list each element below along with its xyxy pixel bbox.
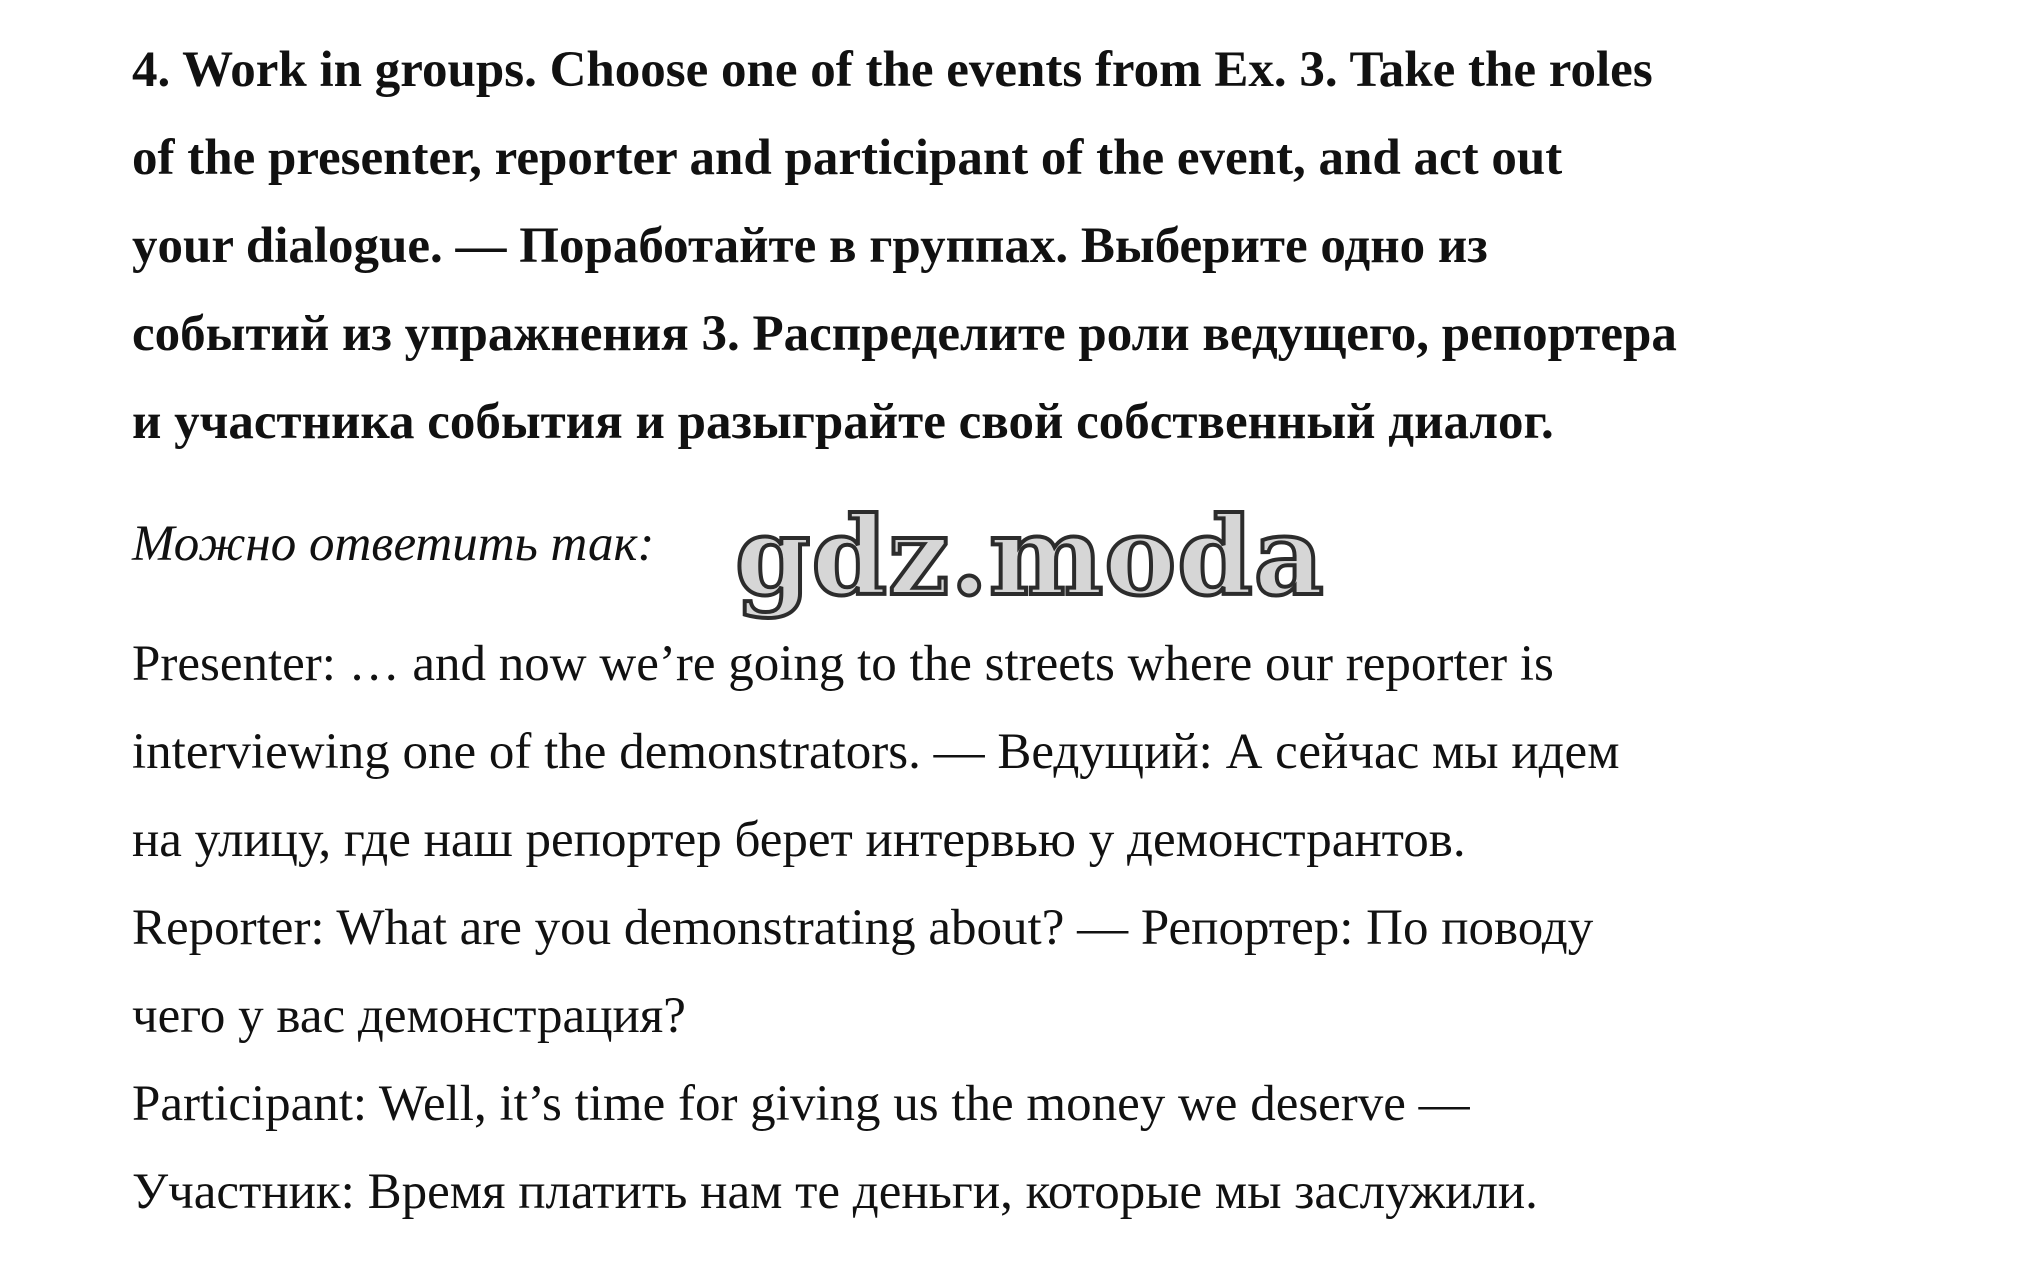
watermark-logo: gdz.moda (735, 494, 1325, 620)
dialogue-line: interviewing one of the demonstrators. — Ведущий: А сейчас мы идем (132, 724, 1620, 780)
dialogue-line: Presenter: … and now we’re going to the streets where our reporter is (132, 636, 1554, 692)
dialogue-line: Reporter: What are you demonstrating about? — Репортер: По поводу (132, 900, 1594, 956)
task-line: и участника события и разыграйте свой собственный диалог. (132, 394, 1554, 450)
dialogue-line: на улицу, где наш репортер берет интервью у демонстрантов. (132, 812, 1466, 868)
dialogue-line: Participant: Well, it’s time for giving us the money we deserve — (132, 1076, 1470, 1132)
answer-dialogue (132, 620, 2012, 1236)
task-line: your dialogue. — Поработайте в группах. Выберите одно из (132, 218, 1488, 274)
dialogue-line: Участник: Время платить нам те деньги, которые мы заслужили. (132, 1164, 1538, 1220)
answer-intro: Можно ответить так: (132, 516, 655, 572)
exercise-task (132, 26, 2012, 466)
task-line: 4. Work in groups. Choose one of the events from Ex. 3. Take the roles (132, 42, 1653, 98)
task-line: of the presenter, reporter and participant of the event, and act out (132, 130, 1563, 186)
task-line: событий из упражнения 3. Распределите роли ведущего, репортера (132, 306, 1677, 362)
dialogue-line: чего у вас демонстрация? (132, 988, 686, 1044)
